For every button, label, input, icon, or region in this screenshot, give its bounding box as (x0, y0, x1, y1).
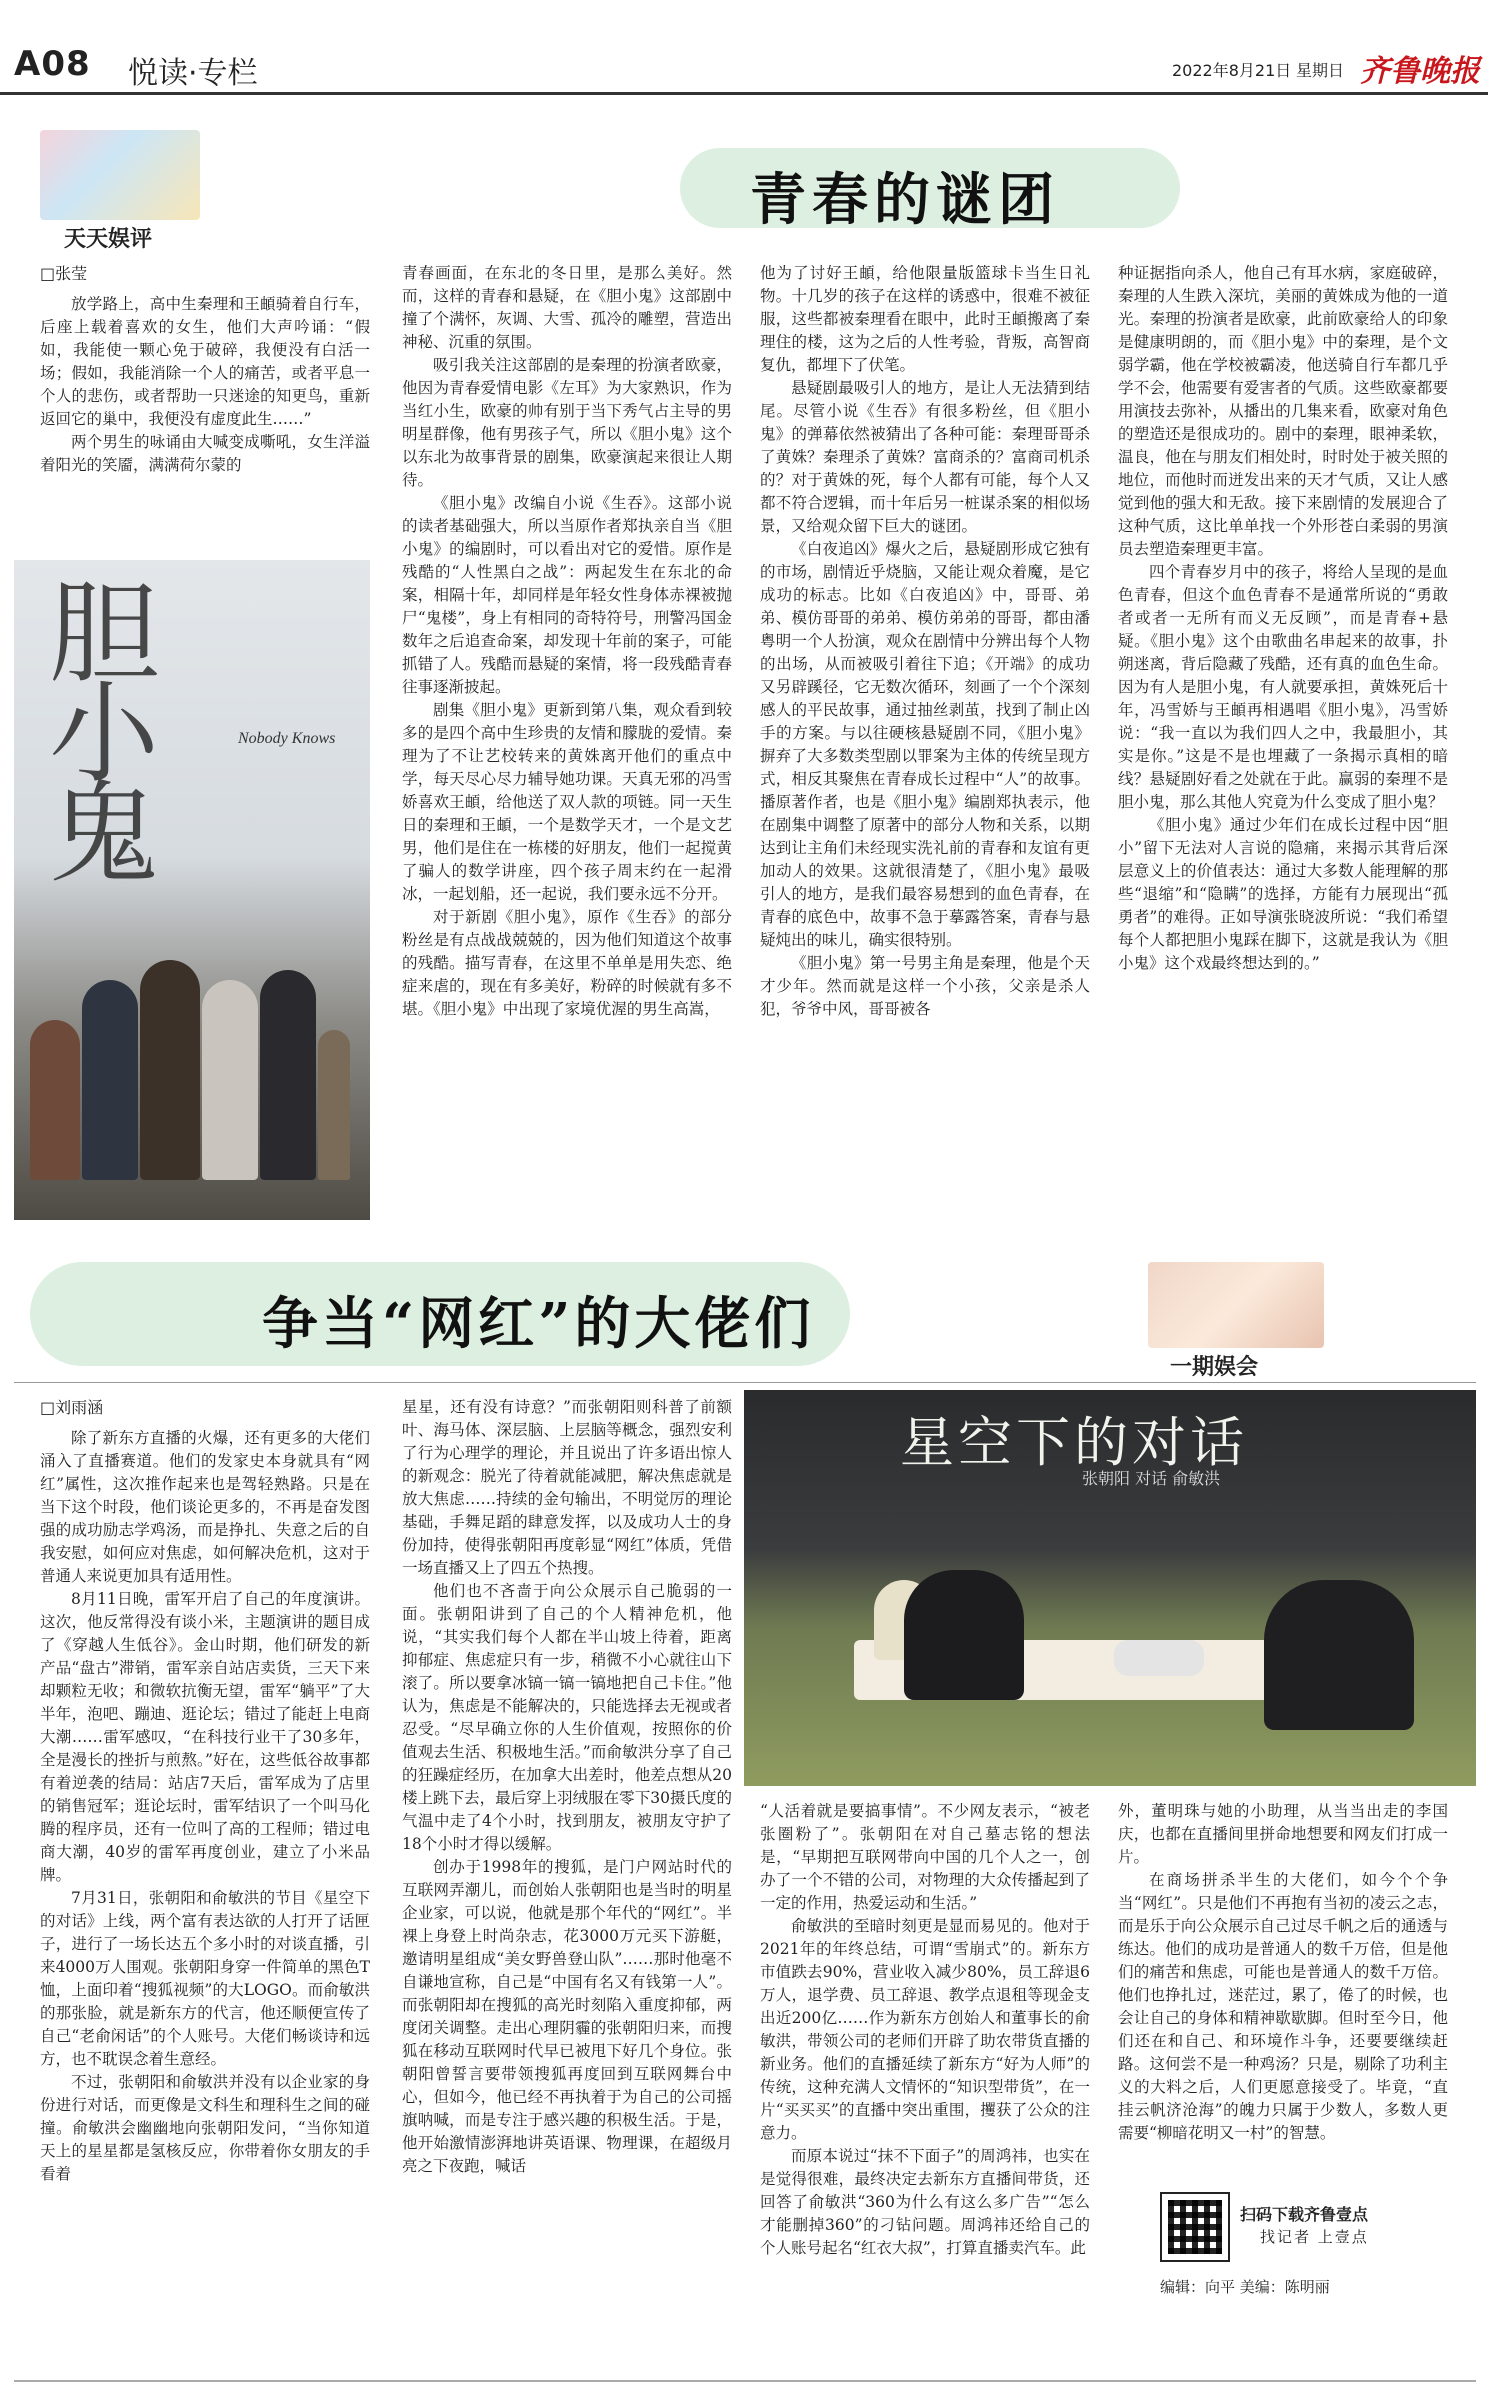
article2-column-1 (40, 1396, 370, 2376)
paragraph: 《胆小鬼》通过少年们在成长过程中因“胆小”留下无法对人言说的隐痛，来揭示其背后深层意义上的价值表达：通过大多数人能理解的那些“退缩”和“隐瞒”的选择，方能有力展现出“孤勇者”的难得。正如导演张晓波所说：“我们希望每个人都把胆小鬼踩在脚下，这就是我认为《胆小鬼》这个戏最终想达到的。” (1118, 816, 1448, 972)
article1-column-1 (40, 262, 370, 560)
issue-date: 2022年8月21日 (1172, 61, 1292, 80)
paragraph: 他为了讨好王頔，给他限量版篮球卡当生日礼物。十几岁的孩子在这样的诱惑中，很难不被征服，这些都被秦理看在眼中，此时王頔搬离了秦理住的楼，这为之后的人性考验，背叛，高智商复仇，都埋下了伏笔。 (760, 264, 1090, 374)
paragraph: 7月31日，张朝阳和俞敏洪的节目《星空下的对话》上线，两个富有表达欲的人打开了话匣子，进行了一场长达五个多小时的对谈直播，引来4000万人围观。张朝阳身穿一件简单的黑色T恤，上面印着“搜狐视频”的大LOGO。而俞敏洪的那张脸，就是新东方的代言，他还顺便宣传了自己“老俞闲话”的个人账号。大佬们畅谈诗和远方，也不耽误念着生意经。 (40, 1889, 370, 2068)
paragraph: 放学路上，高中生秦理和王頔骑着自行车，后座上载着喜欢的女生，他们大声吟诵：“假如，我能使一颗心免于破碎，我便没有白活一场；假如，我能消除一个人的痛苦，或者平息一个人的悲伤，或者帮助一只迷途的知更鸟，重新返回它的巢中，我便没有虚度此生……” (40, 295, 370, 428)
paragraph: 而原本说过“抹不下面子”的周鸿祎，也实在是觉得很难，最终决定去新东方直播间带货，还回答了俞敏洪“360为什么有这么多广告”“怎么才能删掉360”的刁钻问题。周鸿祎还给自己的个人账号起名“红衣大叔”，打算直播卖汽车。此 (760, 2147, 1090, 2257)
issue-weekday: 星期日 (1296, 61, 1345, 80)
column-badge-label: 天天娱评 (64, 227, 153, 252)
show-title: 星空下的对话 (900, 1411, 1248, 1474)
paragraph: 除了新东方直播的火爆，还有更多的大佬们涌入了直播赛道。他们的发家史本身就具有“网红”属性，这次推作起来也是驾轻熟路。只是在当下这个时段，他们谈论更多的，不再是奋发图强的成功励志学鸡汤，而是挣扎、失意之后的自我安慰，如何应对焦虑，如何解决危机，这对于普通人来说更加具有适用性。 (40, 1429, 370, 1585)
footer-rule (14, 2380, 1476, 2382)
section-name: 悦读·专栏 (128, 56, 258, 91)
paragraph: 星星，还有没有诗意？”而张朝阳则科普了前额叶、海马体、深层脑、上层脑等概念，强烈安利了行为心理学的理论，并且说出了许多语出惊人的新观念：脱光了待着就能减肥，解决焦虑就是放大焦虑……持续的金句输出，不明觉厉的理论基础，手舞足蹈的肆意发挥，以及成功人士的身份加持，使得张朝阳再度彰显“网红”体质，凭借一场直播又上了四五个热搜。 (402, 1398, 732, 1577)
article2-column-3 (760, 1800, 1090, 2380)
paragraph: 在商场拼杀半生的大佬们，如今个个争当“网红”。只是他们不再抱有当初的凌云之志，而是乐于向公众展示自己过尽千帆之后的通透与练达。他们的成功是普通人的数千万倍，但是他们的痛苦和焦虑，可能也是普通人的数千万倍。他们也挣扎过，迷茫过，累了，倦了的时候，也会让自己的身体和精神歇歇脚。但时至今日，他们还在和自己、和环境作斗争，还要要继续赶路。这何尝不是一种鸡汤？只是，剔除了功利主义的大料之后，人们更愿意接受了。毕竟，“直挂云帆济沧海”的魄力只属于少数人，多数人更需要“柳暗花明又一村”的智慧。 (1118, 1871, 1448, 2142)
paragraph: 青春画面，在东北的冬日里，是那么美好。然而，这样的青春和悬疑，在《胆小鬼》这部剧中撞了个满怀，灰调、大雪、孤冷的雕塑，营造出神秘、沉重的氛围。 (402, 264, 732, 351)
qr-code[interactable] (1160, 2192, 1230, 2262)
paragraph: 悬疑剧最吸引人的地方，是让人无法猜到结尾。尽管小说《生吞》有很多粉丝，但《胆小鬼》的弹幕依然被猜出了各种可能：秦理哥哥杀了黄姝？秦理杀了黄姝？富商杀的？富商司机杀的？对于黄姝的死，每个人都有可能，每个人又都不符合逻辑，而十年后另一桩谋杀案的相似场景，又给观众留下巨大的谜团。 (760, 379, 1090, 535)
article2-title-pill (30, 1262, 850, 1366)
paragraph: 《胆小鬼》第一号男主角是秦理，他是个天才少年。然而就是这样一个小孩，父亲是杀人犯，爷爷中风，哥哥被各 (760, 954, 1090, 1018)
article1-column-2 (402, 262, 732, 1222)
editor-credit: 编辑：向平 美编：陈明丽 (1160, 2278, 1330, 2296)
show-guests: 张朝阳 对话 俞敏洪 (1082, 1469, 1221, 1488)
paragraph: 他们也不吝啬于向公众展示自己脆弱的一面。张朝阳讲到了自己的个人精神危机，他说，“其实我们每个人都在半山坡上待着，距离抑郁症、焦虑症只有一步，稍微不小心就往山下滚了。所以要拿冰镐一镐一镐地把自己卡住。”他认为，焦虑是不能解决的，只能选择去无视或者忍受。“尽早确立你的人生价值观，按照你的价值观去生活、积极地生活。”而俞敏洪分享了自己的狂躁症经历，在加拿大出差时，他差点想从20楼上跳下去，最后穿上羽绒服在零下30摄氏度的气温中走了4个小时，找到朋友，被朋友守护了18个小时才得以缓解。 (402, 1582, 732, 1853)
qr-slogan: 找记者 上壹点 (1260, 2228, 1369, 2246)
article1-column-4 (1118, 262, 1448, 1222)
paragraph: 8月11日晚，雷军开启了自己的年度演讲。这次，他反常得没有谈小米，主题演讲的题目成了《穿越人生低谷》。金山时期，他们研发的新产品“盘古”滞销，雷军亲自站店卖货，三天下来却颗粒无收；和微软抗衡无望，雷军“躺平”了大半年，泡吧、蹦迪、逛论坛；错过了能赶上电商大潮……雷军感叹，“在科技行业干了30多年，全是漫长的挫折与煎熬。”好在，这些低谷故事都有着逆袭的结局：站店7天后，雷军成为了店里的销售冠军；逛论坛时，雷军结识了一个叫马化腾的程序员，还有一位叫了高的工程师；错过电商大潮，40岁的雷军再度创业，建立了小米品牌。 (40, 1590, 370, 1884)
page-number: A08 (14, 44, 91, 84)
paragraph: 吸引我关注这部剧的是秦理的扮演者欧豪，他因为青春爱情电影《左耳》为大家熟识，作为当红小生，欧豪的帅有别于当下秀气占主导的男明星群像，他有男孩子气，所以《胆小鬼》这个以东北为故事背景的剧集，欧豪演起来很让人期待。 (402, 356, 732, 489)
paragraph: 两个男生的咏诵由大喊变成嘶吼，女生洋溢着阳光的笑靥，满满荷尔蒙的 (40, 433, 370, 474)
column-badge-image (40, 130, 200, 220)
paragraph: 创办于1998年的搜狐，是门户网站时代的互联网弄潮儿，而创始人张朝阳也是当时的明星企业家，可以说，他就是那个年代的“网红”。半裸上身登上时尚杂志，花3000万元买下游艇，邀请明星组成“美女野兽登山队”……那时他毫不自谦地宣称，自己是“中国有名又有钱第一人”。而张朝阳却在搜狐的高光时刻陷入重度抑郁，两度闭关调整。走出心理阴霾的张朝阳归来，而搜狐在移动互联网时代早已被甩下好几个身位。张朝阳曾誓言要带领搜狐再度回到互联网舞台中心，但如今，他已经不再执着于为自己的公司摇旗呐喊，而是专注于感兴趣的积极生活。于是，他开始激情澎湃地讲英语课、物理课，在超级月亮之下夜跑，喊话 (402, 1858, 732, 2175)
article2-byline: □刘雨涵 (40, 1398, 104, 1417)
column-badge-label: 一期娱会 (1170, 1355, 1259, 1380)
article1-byline: □张莹 (40, 264, 88, 283)
section-divider (14, 1382, 1476, 1383)
article2-column-2 (402, 1396, 732, 2376)
paragraph: 俞敏洪的至暗时刻更是显而易见的。他对于2021年的年终总结，可谓“雪崩式”的。新东方市值跌去90%，营业收入减少80%，员工辞退6万人，退学费、员工辞退、教学点退租等现金支出近200亿……作为新东方创始人和董事长的俞敏洪，带领公司的老师们开辟了助农带货直播的新业务。他们的直播延续了新东方“好为人师”的传统，这种充满人文情怀的“知识型带货”，在一片“买买买”的直播中突出重围，攫获了公众的注意力。 (760, 1917, 1090, 2142)
qr-caption: 扫码下载齐鲁壹点 (1240, 2205, 1369, 2224)
paragraph: 四个青春岁月中的孩子，将给人呈现的是血色青春，但这个血色青春不是通常所说的“勇敢者或者一无所有而义无反顾”，而是青春+悬疑。《胆小鬼》这个由歌曲名串起来的故事，扑朔迷离，背后隐藏了残酷，还有真的血色生命。因为有人是胆小鬼，有人就要承担，黄姝死后十年，冯雪娇与王頔再相遇唱《胆小鬼》，冯雪娇说：“我一直以为我们四人之中，我最胆小，其实是你。”这是不是也埋藏了一条揭示真相的暗线？悬疑剧好看之处就在于此。赢弱的秦理不是胆小鬼，那么其他人究竟为什么变成了胆小鬼？ (1118, 563, 1448, 811)
poster-title: 胆小鬼 (31, 575, 159, 875)
article1-title: 青春的谜团 (750, 167, 1060, 233)
article2-title: 争当“网红”的大佬们 (262, 1291, 815, 1357)
poster-subtitle: Nobody Knows (238, 730, 336, 747)
article2-column-4 (1118, 1800, 1448, 2180)
paragraph: 外，董明珠与她的小助理，从当当出走的李国庆，也都在直播间里拼命地想要和网友们打成一片。 (1118, 1802, 1448, 1866)
poster-cast (30, 880, 350, 1180)
paragraph: 种证据指向杀人，他自己有耳水病，家庭破碎，秦理的人生跌入深坑，美丽的黄姝成为他的一道光。秦理的扮演者是欧豪，此前欧豪给人的印象是健康明朗的，而《胆小鬼》中的秦理，是个文弱学霸，他在学校被霸凌，他送骑自行车都几乎学不会，他需要有爱害者的气质。这些欧豪都要用演技去弥补，从播出的几集来看，欧豪对角色的塑造还是很成功的。剧中的秦理，眼神柔软，温良，他在与朋友们相处时，时时处于被关照的地位，而他时而迸发出来的天才气质，又让人感觉到他的强大和无敌。接下来剧情的发展迎合了这种气质，这比单单找一个外形苍白柔弱的男演员去塑造秦理更丰富。 (1118, 264, 1448, 558)
column-badge-image (1148, 1262, 1324, 1348)
newspaper-logo: 齐鲁晚报 (1360, 54, 1480, 89)
paragraph: 《胆小鬼》改编自小说《生吞》。这部小说的读者基础强大，所以当原作者郑执亲自当《胆小鬼》的编剧时，可以看出对它的爱惜。原作是残酷的“人性黑白之战”：两起发生在东北的命案，相隔十年，却同样是年轻女性身体赤裸被抛尸“鬼楼”，身上有相同的奇特符号，刑警冯国金数年之后追查命案，却发现十年前的案子，可能抓错了人。残酷而悬疑的案情，将一段残酷青春往事逐渐披起。 (402, 494, 732, 696)
paragraph: 对于新剧《胆小鬼》，原作《生吞》的部分粉丝是有点战战兢兢的，因为他们知道这个故事的残酷。描写青春，在这里不单单是用失恋、绝症来虐的，现在有多美好，粉碎的时候就有多不堪。《胆小鬼》中出现了家境优渥的男生高嵩， (402, 908, 732, 1018)
article1-column-3 (760, 262, 1090, 1222)
header-rule (0, 92, 1488, 95)
paragraph: 剧集《胆小鬼》更新到第八集，观众看到较多的是四个高中生珍贵的友情和朦胧的爱情。秦理为了不让艺校转来的黄姝离开他们的重点中学，每天尽心尽力辅导她功课。天真无邪的冯雪娇喜欢王頔，给他送了双人款的项链。同一天生日的秦理和王頔，一个是数学天才，一个是文艺男，他们是住在一栋楼的好朋友，他们一起搅黄了骗人的数学讲座，四个孩子周末约在一起滑冰，一起划船，还一起说，我们要永远不分开。 (402, 701, 732, 903)
paragraph: 《白夜追凶》爆火之后，悬疑剧形成它独有的市场，剧情近乎烧脑，又能让观众着魔，是它成功的标志。比如《白夜追凶》中，哥哥、弟弟、模仿哥哥的弟弟、模仿弟弟的哥哥，都由潘粤明一个人扮演，观众在剧情中分辨出每个人物的出场，从而被吸引着往下追；《开端》的成功又另辟蹊径，它无数次循环，刻画了一个个深刻感人的平民故事，通过抽丝剥茧，找到了制止凶手的方案。与以往硬核悬疑剧不同，《胆小鬼》摒弃了大多数类型剧以罪案为主体的传统呈现方式，相反其聚焦在青春成长过程中“人”的故事。播原著作者，也是《胆小鬼》编剧郑执表示，他在剧集中调整了原著中的部分人物和关系，以期达到让主角们未经现实洗礼前的青春和友谊有更加动人的效果。这就很清楚了，《胆小鬼》最吸引人的地方，是我们最容易想到的血色青春，在青春的底色中，故事不急于摹露答案，青春与悬疑炖出的味儿，确实很特别。 (760, 540, 1090, 949)
paragraph: 不过，张朝阳和俞敏洪并没有以企业家的身份进行对话，而更像是文科生和理科生之间的碰撞。俞敏洪会幽幽地向张朝阳发问，“当你知道天上的星星都是氢核反应，你带着你女朋友的手看着 (40, 2073, 370, 2183)
article1-title-pill (680, 148, 1180, 233)
paragraph: “人活着就是要搞事情”。不少网友表示，“被老张圈粉了”。张朝阳在对自己墓志铭的想法是，“早期把互联网带向中国的几个人之一，创办了一个不错的公司，对物理的大众传播起到了一定的作用，热爱运动和生活。” (760, 1802, 1090, 1912)
